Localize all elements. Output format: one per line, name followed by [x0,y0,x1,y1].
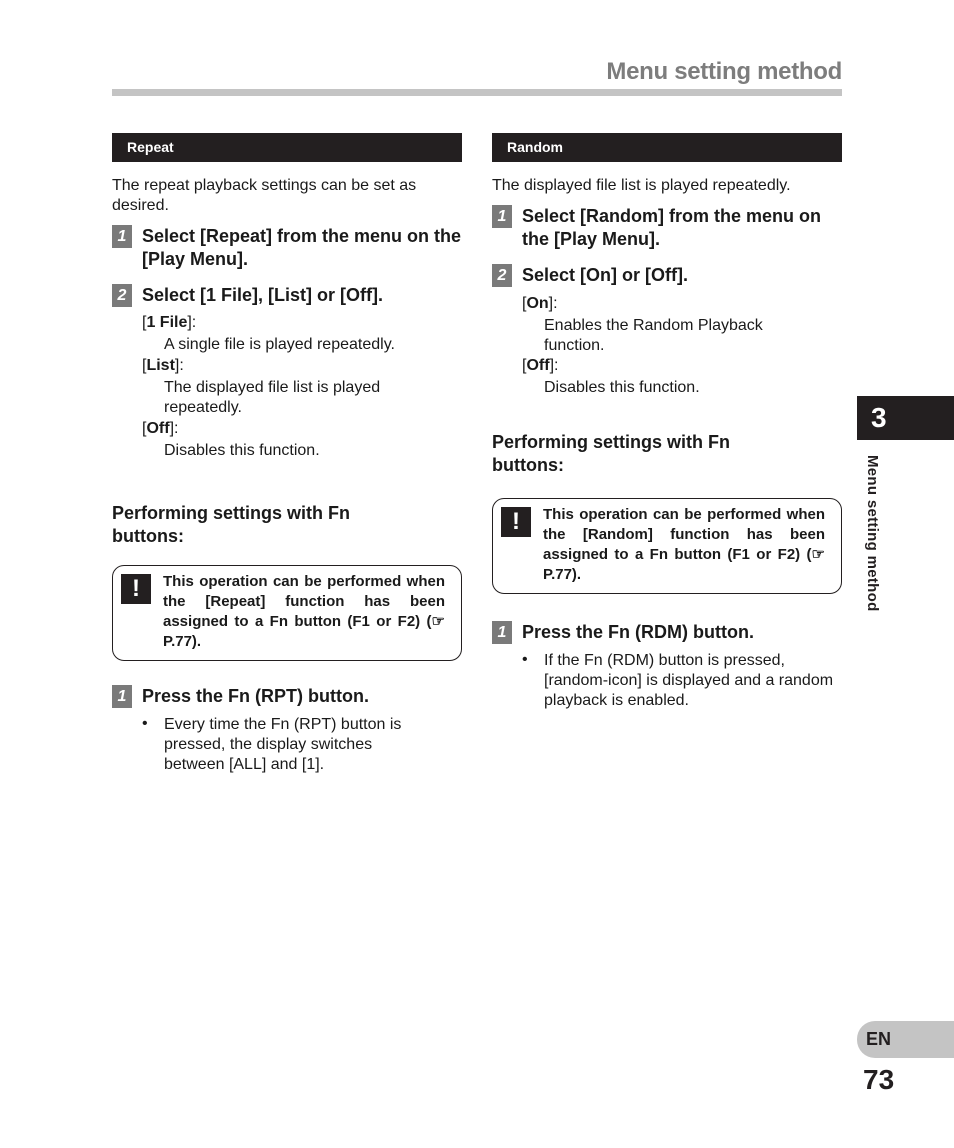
option-desc: The displayed file list is played repeatedly. [164,379,381,416]
repeat-fn-bullet: Every time the Fn (RPT) button is pressed, the display switches between [ALL] and [1]. [164,716,402,773]
random-fn-step: Press the Fn (RDM) button. [522,622,754,642]
page-title: Menu setting method [606,58,842,85]
option-label: [On]: [522,295,558,312]
chapter-tab: 3 [857,396,954,440]
option-desc: Disables this function. [164,442,320,459]
option-label: [Off]: [142,420,179,437]
random-fn-bullet: If the Fn (RDM) button is pressed, [random-icon] is displayed and a random playback is enabled. [544,652,834,709]
step-number: 2 [112,284,132,307]
option-label: [Off]: [522,357,559,374]
step-number: 1 [492,205,512,228]
option-label: [List]: [142,357,184,374]
side-section-label: Menu setting method [864,455,881,612]
language-tab: EN [857,1021,954,1058]
option-label: [1 File]: [142,314,197,331]
repeat-intro: The repeat playback settings can be set as desired. [112,177,417,214]
step-number: 1 [492,621,512,644]
option-desc: A single file is played repeatedly. [164,336,395,353]
repeat-step-2: Select [1 File], [List] or [Off]. [142,285,384,305]
random-step-1: Select [Random] from the menu on the [Play Menu]. [522,206,822,249]
step-number: 1 [112,225,132,248]
note-text: This operation can be performed when the [Random] function has been assigned to a Fn button (F1 or F2) (☞ P.77). [543,506,825,583]
note-box [492,498,842,594]
exclamation-icon: ! [121,574,151,604]
note-box [112,565,462,661]
repeat-step-1: Select [Repeat] from the menu on the [Play Menu]. [142,226,462,269]
bullet-dot: • [142,715,148,732]
repeat-heading: Repeat [112,133,462,162]
random-intro: The displayed file list is played repeatedly. [492,177,791,194]
repeat-fn-step: Press the Fn (RPT) button. [142,686,369,706]
bullet-dot: • [522,651,528,668]
exclamation-icon: ! [501,507,531,537]
title-rule [112,89,842,96]
random-heading: Random [492,133,842,162]
option-desc: Disables this function. [544,379,700,396]
fn-heading: Performing settings with Fn buttons: [112,503,351,546]
note-text: This operation can be performed when the [Repeat] function has been assigned to a Fn button (F1 or F2) (☞ P.77). [163,573,445,650]
fn-heading: Performing settings with Fn buttons: [492,432,731,475]
step-number: 2 [492,264,512,287]
option-desc: Enables the Random Playback function. [544,317,763,354]
step-number: 1 [112,685,132,708]
page-number: 73 [863,1064,895,1095]
random-step-2: Select [On] or [Off]. [522,265,688,285]
